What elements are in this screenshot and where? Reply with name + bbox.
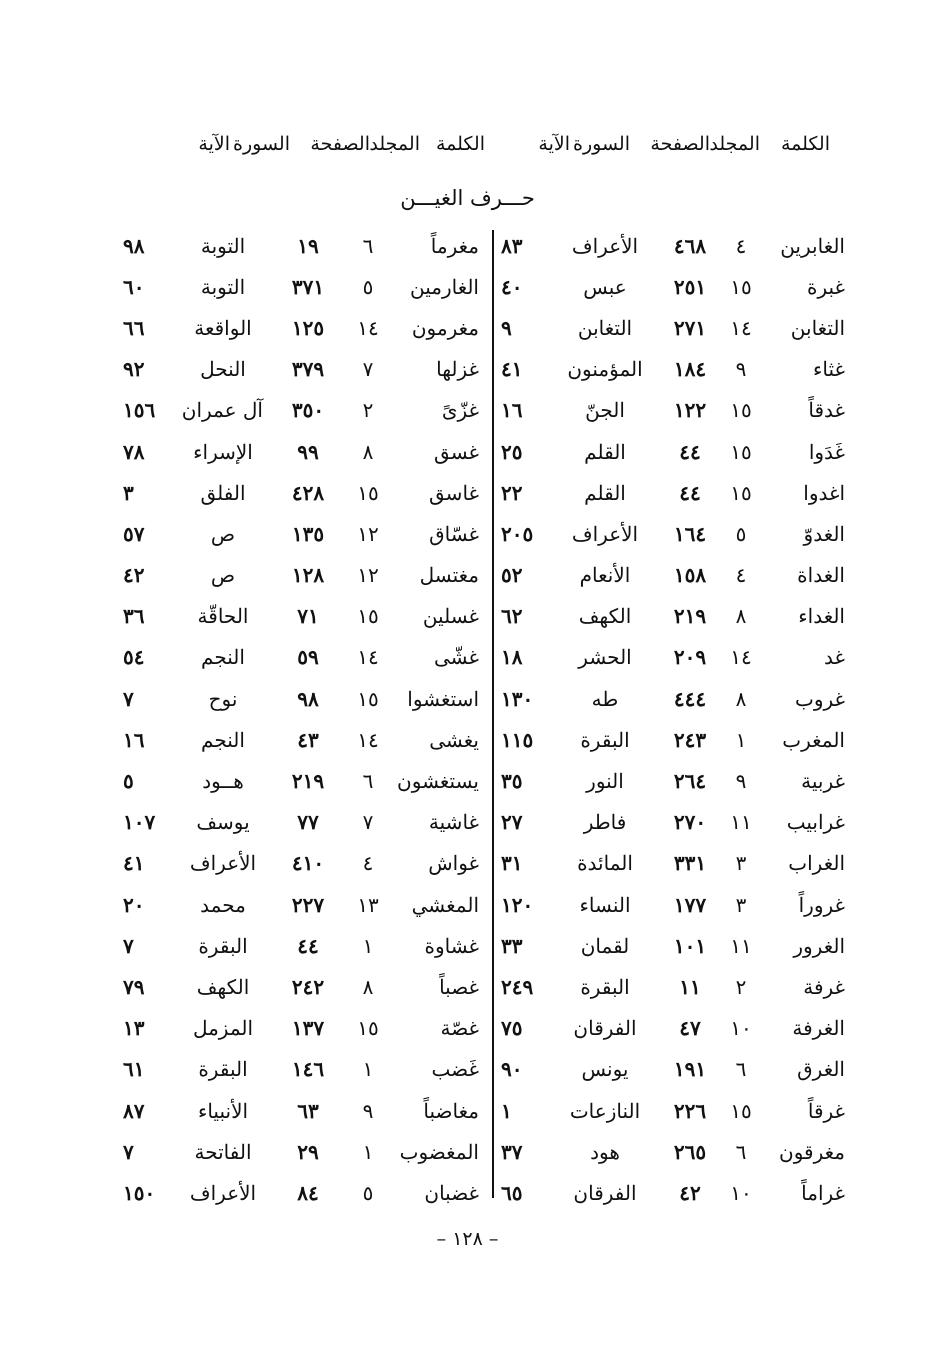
right-word-cell: غثاء xyxy=(813,357,845,382)
right-sura-cell: النور xyxy=(586,769,624,794)
left-word-cell: غزّىً xyxy=(441,398,479,423)
right-word-cell: غراماً xyxy=(801,1180,845,1205)
left-page-cell: ٤٣ xyxy=(297,727,319,752)
table-row xyxy=(105,349,845,390)
header-volume-right: المجلد xyxy=(709,133,760,155)
table-row xyxy=(105,1008,845,1049)
right-page-cell: ١٠١ xyxy=(673,933,707,958)
right-volume-cell: ١١ xyxy=(730,810,752,835)
table-row xyxy=(105,431,845,472)
right-volume-cell: ٣ xyxy=(735,851,747,876)
table-row xyxy=(105,225,845,266)
right-volume-cell: ٤ xyxy=(735,233,747,258)
right-aya-cell: ١١٥ xyxy=(501,727,534,752)
left-sura-cell: الواقعة xyxy=(194,315,252,340)
right-volume-cell: ٩ xyxy=(735,357,747,382)
right-aya-cell: ٢٧ xyxy=(501,810,523,835)
table-row xyxy=(105,1090,845,1131)
header-volume-left: المجلد xyxy=(369,133,420,155)
left-page-cell: ٣٧١ xyxy=(291,274,325,299)
left-volume-cell: ١ xyxy=(362,1057,374,1082)
left-volume-cell: ٨ xyxy=(362,974,374,999)
right-sura-cell: الجنّ xyxy=(585,398,625,423)
right-volume-cell: ١١ xyxy=(730,933,752,958)
right-aya-cell: ٤١ xyxy=(501,357,523,382)
left-sura-cell: الأعراف xyxy=(189,1180,257,1205)
left-page-cell: ١٢٨ xyxy=(291,563,325,588)
right-volume-cell: ١٠ xyxy=(730,1016,752,1041)
left-sura-cell: محمد xyxy=(200,892,246,917)
right-volume-cell: ١٤ xyxy=(730,645,752,670)
right-page-cell: ١٢٢ xyxy=(673,398,707,423)
table-row xyxy=(105,266,845,307)
right-word-cell: الغدوّ xyxy=(803,521,845,546)
left-aya-cell: ٥٤ xyxy=(123,645,145,670)
right-sura-cell: الأنعام xyxy=(579,563,631,588)
right-sura-cell: عبس xyxy=(583,274,627,299)
right-word-cell: الغرور xyxy=(793,933,845,958)
left-word-cell: استغشوا xyxy=(407,686,479,711)
right-sura-cell: الكهف xyxy=(578,604,632,629)
left-sura-cell: النجم xyxy=(201,727,245,752)
left-word-cell: غاسق xyxy=(429,480,479,505)
left-volume-cell: ٦ xyxy=(362,233,374,258)
right-word-cell: غَدَوا xyxy=(808,439,845,464)
left-aya-cell: ٧٨ xyxy=(123,439,145,464)
right-word-cell: غروراً xyxy=(798,892,845,917)
header-sura-right: السورة xyxy=(573,133,630,155)
right-sura-cell: الحشر xyxy=(578,645,632,670)
left-aya-cell: ١٠٧ xyxy=(123,810,156,835)
left-page-cell: ١٣٥ xyxy=(291,521,325,546)
right-word-cell: غدقاً xyxy=(808,398,845,423)
table-row xyxy=(105,472,845,513)
header-word-right: الكلمة xyxy=(780,133,830,155)
index-table xyxy=(105,225,845,1214)
left-aya-cell: ٢٠ xyxy=(123,892,145,917)
right-aya-cell: ٩ xyxy=(501,315,512,340)
right-volume-cell: ١ xyxy=(735,727,747,752)
right-sura-cell: القلم xyxy=(584,439,626,464)
left-sura-cell: ص xyxy=(210,563,236,588)
left-page-cell: ٩٨ xyxy=(297,686,319,711)
right-page-cell: ٢٧١ xyxy=(673,315,707,340)
right-sura-cell: البقرة xyxy=(580,974,630,999)
right-aya-cell: ٢٢ xyxy=(501,480,523,505)
left-page-cell: ٣٥٠ xyxy=(291,398,325,423)
right-word-cell: اغدوا xyxy=(803,480,845,505)
section-title: حـــرف الغيـــن xyxy=(400,186,535,210)
right-aya-cell: ٩٠ xyxy=(501,1057,523,1082)
right-page-cell: ٢٦٤ xyxy=(673,769,707,794)
right-word-cell: غروب xyxy=(795,686,845,711)
left-page-cell: ٤١٠ xyxy=(291,851,325,876)
left-page-cell: ٢٩ xyxy=(297,1139,319,1164)
right-word-cell: الغراب xyxy=(788,851,845,876)
right-volume-cell: ٢ xyxy=(735,974,747,999)
left-word-cell: الغارمين xyxy=(409,274,479,299)
table-row xyxy=(105,1049,845,1090)
right-sura-cell: الفرقان xyxy=(573,1016,637,1041)
right-aya-cell: ٢٤٩ xyxy=(501,974,534,999)
right-volume-cell: ٦ xyxy=(735,1057,747,1082)
right-aya-cell: ٦٥ xyxy=(501,1180,523,1205)
left-word-cell: غواش xyxy=(428,851,479,876)
left-aya-cell: ٤١ xyxy=(123,851,145,876)
right-word-cell: المغرب xyxy=(782,727,845,752)
table-row xyxy=(105,637,845,678)
right-volume-cell: ١٤ xyxy=(730,315,752,340)
left-word-cell: غَضب xyxy=(431,1057,479,1082)
right-volume-cell: ٤ xyxy=(735,563,747,588)
right-volume-cell: ١٠ xyxy=(730,1180,752,1205)
right-page-cell: ٤٢ xyxy=(679,1180,701,1205)
left-page-cell: ١٩ xyxy=(297,233,319,258)
right-sura-cell: البقرة xyxy=(580,727,630,752)
left-page-cell: ٣٧٩ xyxy=(291,357,325,382)
right-aya-cell: ١ xyxy=(501,1098,512,1123)
right-volume-cell: ١٥ xyxy=(730,274,752,299)
left-volume-cell: ٧ xyxy=(362,357,374,382)
left-word-cell: يغشى xyxy=(429,727,479,752)
right-word-cell: الغرفة xyxy=(792,1016,845,1041)
left-volume-cell: ١٥ xyxy=(357,604,379,629)
left-volume-cell: ١ xyxy=(362,933,374,958)
column-header-row xyxy=(110,133,830,169)
right-volume-cell: ٣ xyxy=(735,892,747,917)
right-volume-cell: ٦ xyxy=(735,1139,747,1164)
left-aya-cell: ٦١ xyxy=(123,1057,145,1082)
right-word-cell: مغرقون xyxy=(779,1139,845,1164)
right-sura-cell: المؤمنون xyxy=(567,357,643,382)
right-page-cell: ١٨٤ xyxy=(673,357,707,382)
left-volume-cell: ١٢ xyxy=(357,563,379,588)
right-volume-cell: ٩ xyxy=(735,769,747,794)
left-aya-cell: ٩٨ xyxy=(123,233,145,258)
left-word-cell: غزلها xyxy=(436,357,479,382)
left-sura-cell: يوسف xyxy=(196,810,250,835)
right-sura-cell: طه xyxy=(591,686,619,711)
left-volume-cell: ١٥ xyxy=(357,686,379,711)
table-row xyxy=(105,555,845,596)
left-volume-cell: ١٤ xyxy=(357,727,379,752)
right-sura-cell: الفرقان xyxy=(573,1180,637,1205)
right-aya-cell: ٢٥ xyxy=(501,439,523,464)
left-volume-cell: ١٢ xyxy=(357,521,379,546)
header-aya-left: الآية xyxy=(198,133,230,155)
left-volume-cell: ١٤ xyxy=(357,645,379,670)
right-word-cell: التغابن xyxy=(790,315,845,340)
left-volume-cell: ٤ xyxy=(362,851,374,876)
right-word-cell: غد xyxy=(824,645,845,670)
table-row xyxy=(105,390,845,431)
right-sura-cell: القلم xyxy=(584,480,626,505)
table-row xyxy=(105,1131,845,1172)
left-sura-cell: البقرة xyxy=(198,933,248,958)
left-word-cell: مغرماً xyxy=(430,233,479,258)
left-page-cell: ١٣٧ xyxy=(291,1016,325,1041)
right-page-cell: ٤٤٤ xyxy=(673,686,707,711)
table-row xyxy=(105,513,845,554)
right-page-cell: ٤٤ xyxy=(679,480,701,505)
right-page-cell: ٤٧ xyxy=(679,1016,701,1041)
left-sura-cell: آل عمران xyxy=(181,398,263,423)
right-aya-cell: ٧٥ xyxy=(501,1016,523,1041)
left-page-cell: ٢٤٢ xyxy=(291,974,325,999)
table-row xyxy=(105,760,845,801)
left-word-cell: غشّى xyxy=(434,645,479,670)
right-page-cell: ٢٠٩ xyxy=(673,645,707,670)
header-page-right: الصفحة xyxy=(650,133,710,155)
right-page-cell: ٤٤ xyxy=(679,439,701,464)
left-sura-cell: البقرة xyxy=(198,1057,248,1082)
right-volume-cell: ١٥ xyxy=(730,1098,752,1123)
left-volume-cell: ٥ xyxy=(362,274,374,299)
left-aya-cell: ٨٧ xyxy=(123,1098,145,1123)
right-word-cell: الغداء xyxy=(798,604,845,629)
left-volume-cell: ٥ xyxy=(362,1180,374,1205)
table-row xyxy=(105,802,845,843)
right-sura-cell: الأعراف xyxy=(571,233,639,258)
right-page-cell: ٢١٩ xyxy=(673,604,707,629)
right-volume-cell: ١٥ xyxy=(730,398,752,423)
table-row xyxy=(105,719,845,760)
header-word-left: الكلمة xyxy=(435,133,485,155)
left-sura-cell: النحل xyxy=(200,357,246,382)
right-page-cell: ٢٧٠ xyxy=(673,810,707,835)
left-word-cell: مغتسل xyxy=(419,563,479,588)
left-sura-cell: المزمل xyxy=(192,1016,254,1041)
left-word-cell: غضبان xyxy=(424,1180,479,1205)
left-sura-cell: الفاتحة xyxy=(194,1139,252,1164)
right-page-cell: ٢٦٥ xyxy=(673,1139,707,1164)
left-word-cell: غشاوة xyxy=(424,933,479,958)
right-page-cell: ١٦٤ xyxy=(673,521,707,546)
left-sura-cell: الفلق xyxy=(200,480,246,505)
right-volume-cell: ١٥ xyxy=(730,480,752,505)
right-word-cell: الغداة xyxy=(797,563,845,588)
right-aya-cell: ١٦ xyxy=(501,398,523,423)
right-word-cell: غربية xyxy=(801,769,845,794)
header-sura-left: السورة xyxy=(233,133,290,155)
right-word-cell: غرفة xyxy=(803,974,845,999)
left-page-cell: ٨٤ xyxy=(297,1180,319,1205)
right-page-cell: ٢٤٣ xyxy=(673,727,707,752)
right-aya-cell: ٣٧ xyxy=(501,1139,523,1164)
left-word-cell: غصّة xyxy=(440,1016,479,1041)
right-aya-cell: ٢٠٥ xyxy=(501,521,534,546)
right-page-cell: ١٥٨ xyxy=(673,563,707,588)
left-word-cell: المغضوب xyxy=(399,1139,479,1164)
right-word-cell: غرابيب xyxy=(786,810,845,835)
left-page-cell: ١٢٥ xyxy=(291,315,325,340)
left-page-cell: ٢١٩ xyxy=(291,769,325,794)
left-aya-cell: ٤٢ xyxy=(123,563,145,588)
header-page-left: الصفحة xyxy=(310,133,370,155)
left-volume-cell: ٧ xyxy=(362,810,374,835)
right-word-cell: غرقاً xyxy=(807,1098,845,1123)
left-page-cell: ٥٩ xyxy=(297,645,319,670)
right-sura-cell: النازعات xyxy=(569,1098,641,1123)
left-aya-cell: ٧ xyxy=(123,933,134,958)
left-aya-cell: ١٥٠ xyxy=(123,1180,156,1205)
right-page-cell: ١١ xyxy=(679,974,701,999)
left-aya-cell: ٧ xyxy=(123,1139,134,1164)
table-row xyxy=(105,307,845,348)
right-aya-cell: ٨٣ xyxy=(501,233,523,258)
right-volume-cell: ٨ xyxy=(735,686,747,711)
left-sura-cell: الأعراف xyxy=(189,851,257,876)
left-page-cell: ٢٢٧ xyxy=(291,892,325,917)
left-word-cell: مغاضباً xyxy=(423,1098,479,1123)
left-aya-cell: ١٥٦ xyxy=(123,398,156,423)
table-row xyxy=(105,966,845,1007)
left-volume-cell: ١٤ xyxy=(357,315,379,340)
table-row xyxy=(105,925,845,966)
left-sura-cell: الأنبياء xyxy=(197,1098,249,1123)
left-volume-cell: ١٥ xyxy=(357,1016,379,1041)
right-sura-cell: يونس xyxy=(581,1057,629,1082)
right-sura-cell: المائدة xyxy=(577,851,633,876)
left-volume-cell: ٩ xyxy=(362,1098,374,1123)
left-volume-cell: ١٥ xyxy=(357,480,379,505)
right-aya-cell: ٣٥ xyxy=(501,769,523,794)
left-sura-cell: هــود xyxy=(202,769,244,794)
table-row xyxy=(105,678,845,719)
left-aya-cell: ١٦ xyxy=(123,727,145,752)
right-sura-cell: لقمان xyxy=(580,933,630,958)
right-aya-cell: ٤٠ xyxy=(501,274,523,299)
table-row xyxy=(105,596,845,637)
right-aya-cell: ٣١ xyxy=(501,851,523,876)
left-word-cell: غاشية xyxy=(428,810,479,835)
left-word-cell: غسلين xyxy=(422,604,479,629)
left-aya-cell: ٧٩ xyxy=(123,974,145,999)
left-word-cell: غسّاق xyxy=(429,521,479,546)
left-volume-cell: ٢ xyxy=(362,398,374,423)
right-volume-cell: ٨ xyxy=(735,604,747,629)
left-word-cell: يستغشون xyxy=(397,769,479,794)
left-aya-cell: ٧ xyxy=(123,686,134,711)
left-sura-cell: الإسراء xyxy=(193,439,253,464)
right-page-cell: ١٩١ xyxy=(673,1057,707,1082)
right-word-cell: الغابرين xyxy=(780,233,845,258)
left-volume-cell: ٨ xyxy=(362,439,374,464)
right-aya-cell: ٦٢ xyxy=(501,604,523,629)
right-word-cell: الغرق xyxy=(797,1057,845,1082)
table-row xyxy=(105,843,845,884)
right-word-cell: غبرة xyxy=(806,274,845,299)
right-page-cell: ٤٦٨ xyxy=(673,233,707,258)
left-sura-cell: ص xyxy=(210,521,236,546)
right-page-cell: ١٧٧ xyxy=(673,892,707,917)
table-row xyxy=(105,884,845,925)
right-sura-cell: الأعراف xyxy=(571,521,639,546)
left-word-cell: المغشي xyxy=(411,892,479,917)
page-number: – ١٢٨ – xyxy=(436,1228,499,1250)
right-page-cell: ٣٣١ xyxy=(673,851,707,876)
left-sura-cell: النجم xyxy=(201,645,245,670)
left-word-cell: غصباً xyxy=(439,974,479,999)
left-volume-cell: ٦ xyxy=(362,769,374,794)
left-sura-cell: الحاقّة xyxy=(197,604,249,629)
left-volume-cell: ١ xyxy=(362,1139,374,1164)
right-volume-cell: ٥ xyxy=(735,521,747,546)
left-sura-cell: الكهف xyxy=(196,974,250,999)
header-aya-right: الآية xyxy=(538,133,570,155)
left-sura-cell: نوح xyxy=(208,686,238,711)
table-row xyxy=(105,1172,845,1213)
left-volume-cell: ١٣ xyxy=(357,892,379,917)
left-word-cell: مغرمون xyxy=(411,315,479,340)
left-sura-cell: التوبة xyxy=(200,233,246,258)
right-sura-cell: النساء xyxy=(579,892,631,917)
left-page-cell: ٧٧ xyxy=(297,810,319,835)
left-aya-cell: ٩٢ xyxy=(123,357,145,382)
left-page-cell: ٤٤ xyxy=(297,933,319,958)
left-aya-cell: ١٣ xyxy=(123,1016,145,1041)
right-aya-cell: ٣٣ xyxy=(501,933,523,958)
left-aya-cell: ٣٦ xyxy=(123,604,145,629)
left-page-cell: ٦٣ xyxy=(297,1098,319,1123)
left-aya-cell: ٥ xyxy=(123,769,134,794)
right-sura-cell: التغابن xyxy=(577,315,633,340)
right-page-cell: ٢٢٦ xyxy=(673,1098,707,1123)
right-sura-cell: هود xyxy=(590,1139,620,1164)
right-sura-cell: فاطر xyxy=(583,810,627,835)
left-page-cell: ٩٩ xyxy=(297,439,319,464)
right-aya-cell: ١٣٠ xyxy=(501,686,534,711)
left-sura-cell: التوبة xyxy=(200,274,246,299)
right-aya-cell: ١٨ xyxy=(501,645,523,670)
left-word-cell: غسق xyxy=(434,439,479,464)
left-aya-cell: ٦٠ xyxy=(123,274,145,299)
left-aya-cell: ٦٦ xyxy=(123,315,145,340)
left-aya-cell: ٥٧ xyxy=(123,521,145,546)
left-page-cell: ٧١ xyxy=(297,604,319,629)
right-volume-cell: ١٥ xyxy=(730,439,752,464)
right-aya-cell: ٥٢ xyxy=(501,563,523,588)
left-page-cell: ١٤٦ xyxy=(291,1057,325,1082)
right-aya-cell: ١٢٠ xyxy=(501,892,534,917)
left-aya-cell: ٣ xyxy=(123,480,134,505)
right-page-cell: ٢٥١ xyxy=(673,274,707,299)
left-page-cell: ٤٢٨ xyxy=(291,480,325,505)
